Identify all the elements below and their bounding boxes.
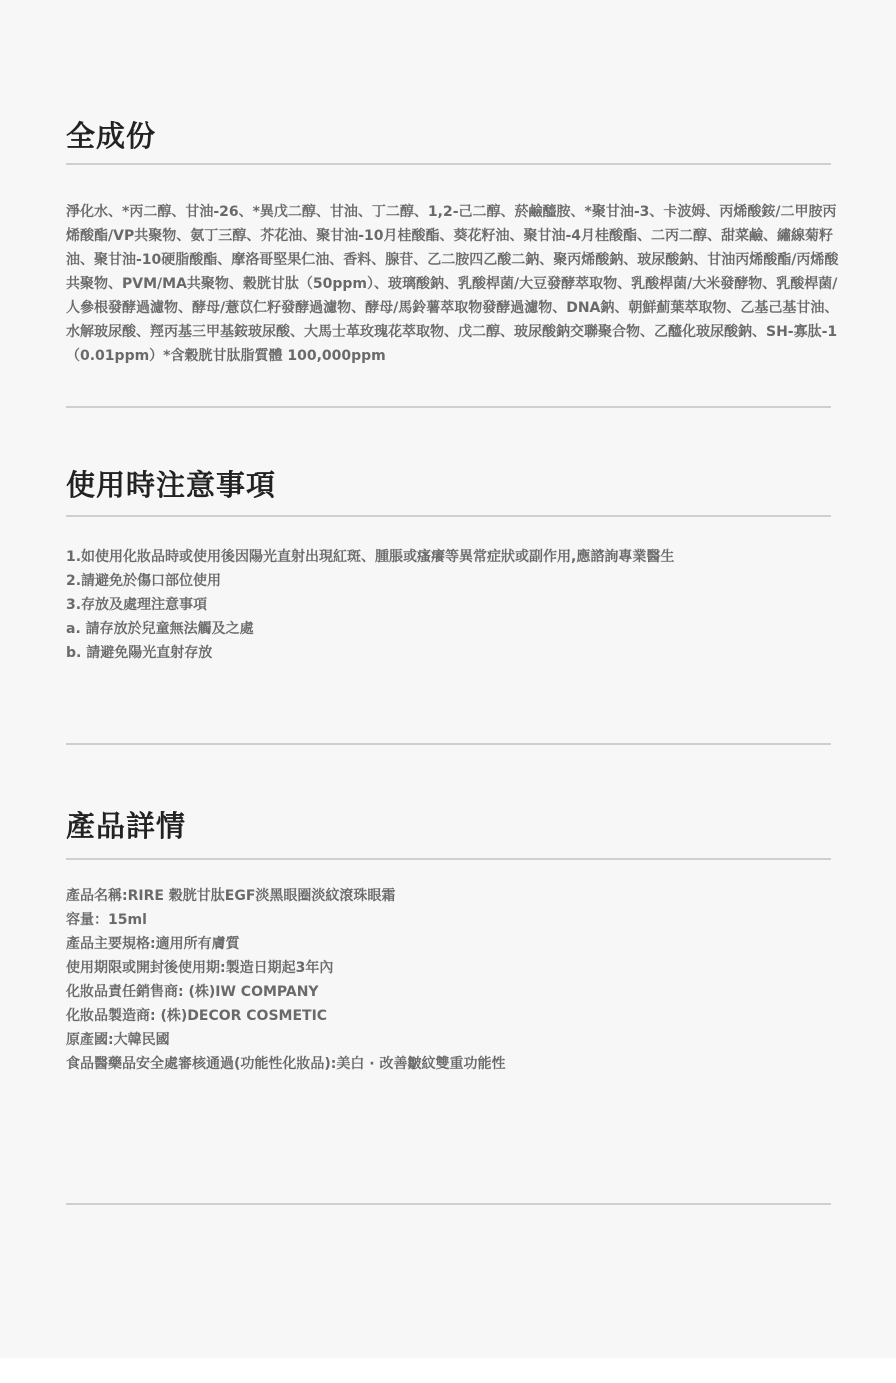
precautions-list xyxy=(66,545,831,665)
ingredients-title: 全成份 xyxy=(66,119,157,153)
precautions-section xyxy=(66,467,831,503)
detail-item: 化妝品製造商: (株)DECOR COSMETIC xyxy=(66,1008,328,1024)
detail-item: 原產國:大韓民國 xyxy=(66,1032,170,1048)
ingredients-body xyxy=(66,200,839,368)
precaution-item: a. 請存放於兒童無法觸及之處 xyxy=(66,621,254,637)
details-list xyxy=(66,884,831,1076)
detail-item: 產品名稱:RIRE 穀胱甘肽EGF淡黑眼圈淡紋滾珠眼霜 xyxy=(66,888,396,904)
details-title: 產品詳情 xyxy=(66,809,187,843)
precaution-item: b. 請避免陽光直射存放 xyxy=(66,645,213,661)
detail-item: 食品醫藥品安全處審核通過(功能性化妝品):美白 · 改善皺紋雙重功能性 xyxy=(66,1056,506,1072)
ingredients-bottom-divider xyxy=(66,406,831,408)
precautions-bottom-divider xyxy=(66,743,831,745)
precaution-item: 1.如使用化妝品時或使用後因陽光直射出現紅斑、腫脹或瘙癢等異常症狀或副作用,應諮詢專業醫生 xyxy=(66,549,675,565)
detail-item: 使用期限或開封後使用期:製造日期起3年內 xyxy=(66,960,334,976)
detail-item: 產品主要規格:適用所有膚質 xyxy=(66,936,240,952)
ingredients-title-divider xyxy=(66,163,831,165)
ingredients-section xyxy=(66,118,831,154)
detail-item: 容量：15ml xyxy=(66,912,147,928)
precaution-item: 3.存放及處理注意事項 xyxy=(66,597,208,613)
precautions-title-divider xyxy=(66,515,831,517)
details-section xyxy=(66,808,831,844)
detail-item: 化妝品責任銷售商: (株)IW COMPANY xyxy=(66,984,319,1000)
ingredients-text: 淨化水、*丙二醇、甘油-26、*異戊二醇、甘油、丁二醇、1,2-己二醇、菸鹼醯胺、*聚甘油-3、卡波姆、丙烯酸銨/二甲胺丙烯酸酯/VP共聚物、氨丁三醇、芥花油、聚甘油-10月桂酸酯、葵花籽油、聚甘油-4月桂酸酯、二丙二醇、甜菜鹼、繡線菊籽油、聚甘油-10硬脂酸酯、摩洛哥堅果仁油、香料、腺苷、乙二胺四乙酸二鈉、聚丙烯酸鈉、玻尿酸鈉、甘油丙烯酸酯/丙烯酸共聚物、PVM/MA共聚物、穀胱甘肽（50ppm）、玻璃酸鈉、乳酸桿菌/大豆發酵萃取物、乳酸桿菌/大米發酵物、乳酸桿菌/人參根發酵過濾物、酵母/薏苡仁籽發酵過濾物、酵母/馬鈴薯萃取物發酵過濾物、DNA鈉、朝鮮薊葉萃取物、乙基己基甘油、水解玻尿酸、羥丙基三甲基銨玻尿酸、大馬士革玫瑰花萃取物、戊二醇、玻尿酸鈉交聯聚合物、乙醯化玻尿酸鈉、SH-寡肽-1（0.01ppm）*含穀胱甘肽脂質體 100,000ppm xyxy=(66,204,839,364)
precautions-title: 使用時注意事項 xyxy=(66,468,277,502)
details-title-divider xyxy=(66,858,831,860)
details-bottom-divider xyxy=(66,1203,831,1205)
precaution-item: 2.請避免於傷口部位使用 xyxy=(66,573,222,589)
